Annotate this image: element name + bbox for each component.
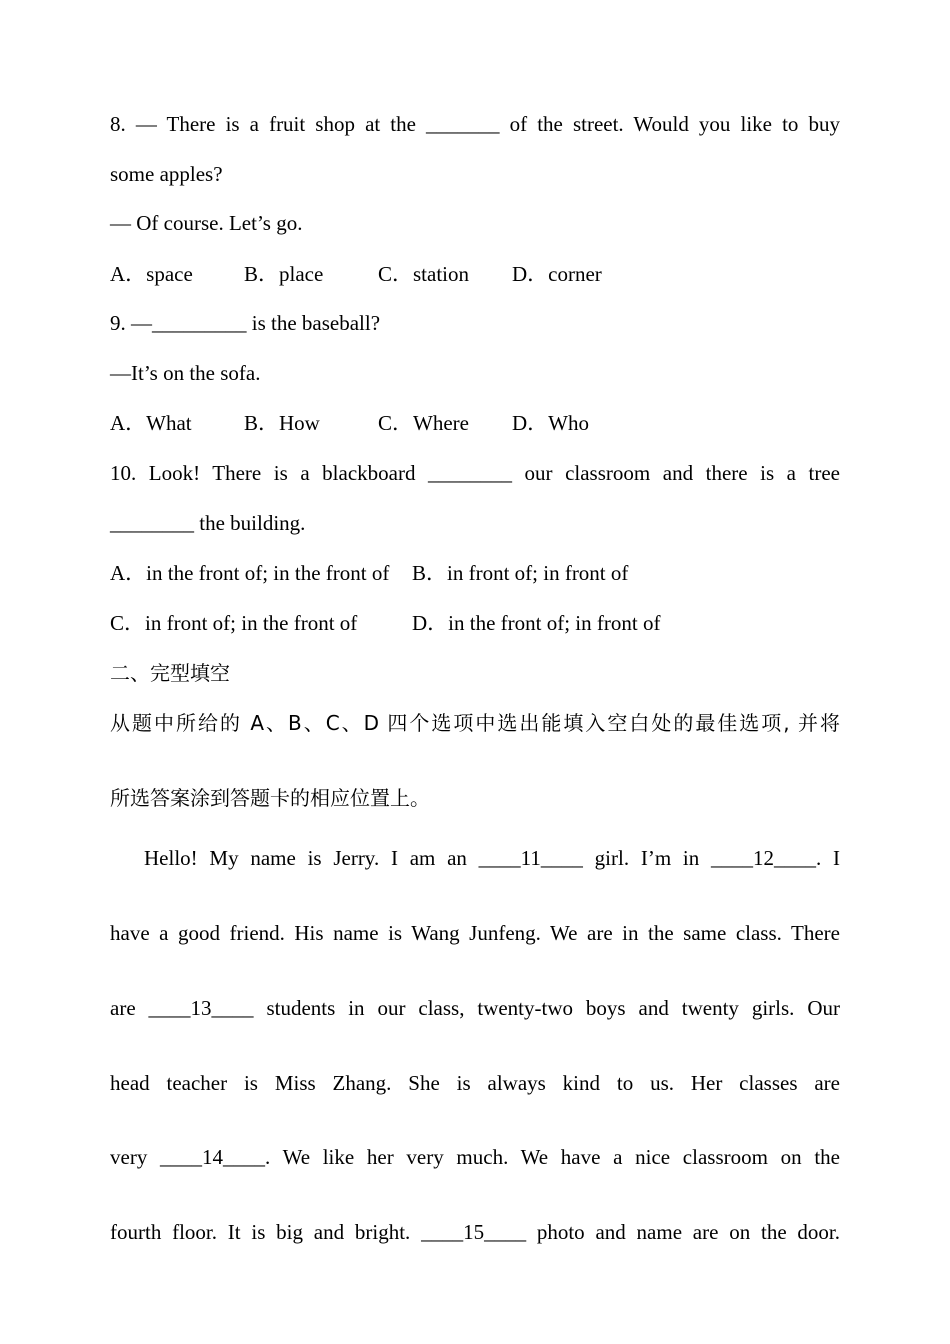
q8-answer: — Of course. Let’s go.: [110, 211, 303, 235]
q9-option-d: D．Who: [512, 411, 589, 435]
q9-option-a: A．What: [110, 411, 192, 435]
passage-line-4: head teacher is Miss Zhang. She is always kind to us. Her classes are: [110, 1071, 840, 1095]
section-heading: 二、完型填空: [110, 661, 230, 685]
section-instruction-line2: 所选答案涂到答题卡的相应位置上。: [110, 786, 430, 810]
passage-line-6: fourth floor. It is big and bright. ____15____ photo and name are on the door.: [110, 1220, 840, 1244]
q10-stem-line1: 10. Look! There is a blackboard ________ our classroom and there is a tree: [110, 461, 840, 485]
q8-stem-line2: some apples?: [110, 162, 223, 186]
passage-line-1: Hello! My name is Jerry. I am an ____11____ girl. I’m in ____12____. I: [144, 846, 840, 870]
q10-stem-line2: ________ the building.: [110, 511, 306, 535]
q9-stem: 9. —_________ is the baseball?: [110, 311, 381, 335]
q9-option-b: B．How: [244, 411, 320, 435]
passage-line-3: are ____13____ students in our class, twenty-two boys and twenty girls. Our: [110, 996, 840, 1020]
q8-option-d: D．corner: [512, 262, 602, 286]
section-instruction-line1: 从题中所给的 A、B、C、D 四个选项中选出能填入空白处的最佳选项, 并将: [110, 711, 840, 735]
q8-option-a: A．space: [110, 262, 193, 286]
q10-option-c: C．in front of; in the front of: [110, 611, 358, 635]
q8-option-b: B．place: [244, 262, 324, 286]
q10-option-a: A．in the front of; in the front of: [110, 561, 390, 585]
q10-option-b: B．in front of; in front of: [412, 561, 629, 585]
q8-option-c: C．station: [378, 262, 470, 286]
passage-line-5: very ____14____. We like her very much. We have a nice classroom on the: [110, 1145, 840, 1169]
q10-option-d: D．in the front of; in front of: [412, 611, 661, 635]
passage-line-2: have a good friend. His name is Wang Junfeng. We are in the same class. There: [110, 921, 840, 945]
q9-option-c: C．Where: [378, 411, 469, 435]
q9-answer: —It’s on the sofa.: [110, 361, 261, 385]
q8-stem-line1: 8. — There is a fruit shop at the _______ of the street. Would you like to buy: [110, 112, 840, 136]
